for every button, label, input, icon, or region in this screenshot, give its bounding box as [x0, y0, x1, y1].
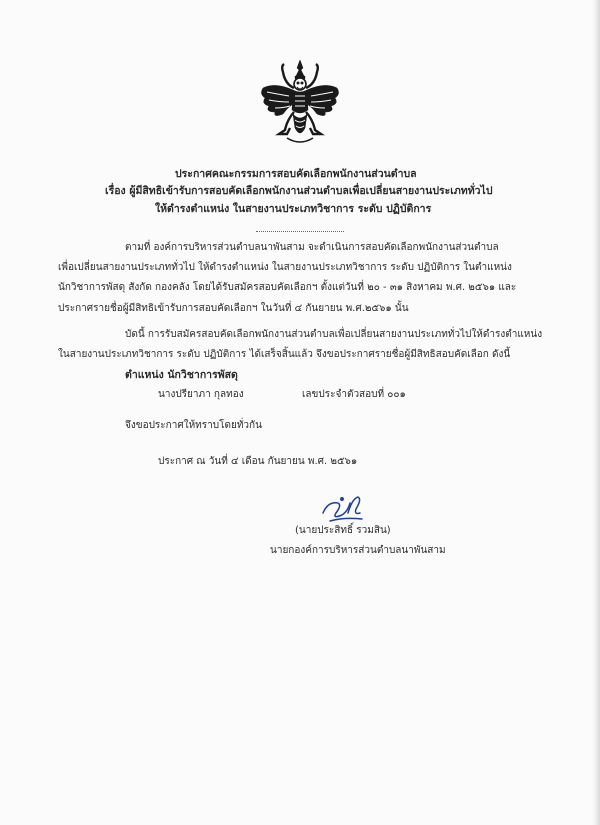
heading-line-2: เรื่อง ผู้มีสิทธิเข้ารับการสอบคัดเลือกพนักงานส่วนตำบลเพื่อเปลี่ยนสายงานประเภททั่วไป: [105, 185, 493, 197]
signatory-title: นายกองค์การบริหารส่วนตำบลนาพันสาม: [270, 545, 446, 556]
position-title: ตำแหน่ง นักวิชาการพัสดุ: [125, 369, 238, 381]
notice-text: จึงขอประกาศให้ทราบโดยทั่วกัน: [125, 420, 262, 431]
page-edge-shadow: [592, 0, 600, 825]
para2-line-2: ในสายงานประเภทวิชาการ ระดับ ปฏิบัติการ ได้เสร็จสิ้นแล้ว จึงขอประกาศรายชื่อผู้มีสิทธิสอบคัดเลือก ดังนี้: [58, 349, 511, 360]
candidate-exam-id: เลขประจำตัวสอบที่ ๐๐๑: [302, 389, 406, 400]
garuda-emblem-icon: [257, 58, 343, 148]
heading-separator: [256, 231, 344, 232]
para2-line-1: บัดนี้ การรับสมัครสอบคัดเลือกพนักงานส่วนตำบลเพื่อเปลี่ยนสายงานประเภททั่วไปให้ดำรงตำแหน่ง: [125, 329, 543, 340]
heading-line-1: ประกาศคณะกรรมการสอบคัดเลือกพนักงานส่วนตำบล: [175, 168, 417, 180]
announcement-date: ประกาศ ณ วันที่ ๔ เดือน กันยายน พ.ศ. ๒๕๖๑: [158, 456, 358, 467]
handwritten-signature-icon: [318, 491, 366, 527]
para1-line-2: เพื่อเปลี่ยนสายงานประเภททั่วไป ให้ดำรงตำแหน่ง ในสายงานประเภทวิชาการ ระดับ ปฏิบัติการ ในตำแหน่ง: [58, 262, 512, 273]
candidate-name: นางปรียาภา กุลทอง: [158, 389, 244, 400]
para1-line-4: ประกาศรายชื่อผู้มีสิทธิเข้ารับการสอบคัดเลือกฯ ในวันที่ ๔ กันยายน พ.ศ.๒๕๖๑ นั้น: [58, 303, 409, 314]
para1-line-3: นักวิชาการพัสดุ สังกัด กองคลัง โดยได้รับสมัครสอบคัดเลือกฯ ตั้งแต่วันที่ ๒๐ - ๓๑ สิงหาคม พ.ศ. ๒๕๖๑ และ: [58, 282, 517, 293]
signatory-name: (นายประสิทธิ์ รวมสิน): [295, 525, 391, 536]
heading-line-3: ให้ดำรงตำแหน่ง ในสายงานประเภทวิชาการ ระดับ ปฏิบัติการ: [155, 203, 432, 215]
para1-line-1: ตามที่ องค์การบริหารส่วนตำบลนาพันสาม จะดำเนินการสอบคัดเลือกพนักงานส่วนตำบล: [125, 242, 499, 253]
